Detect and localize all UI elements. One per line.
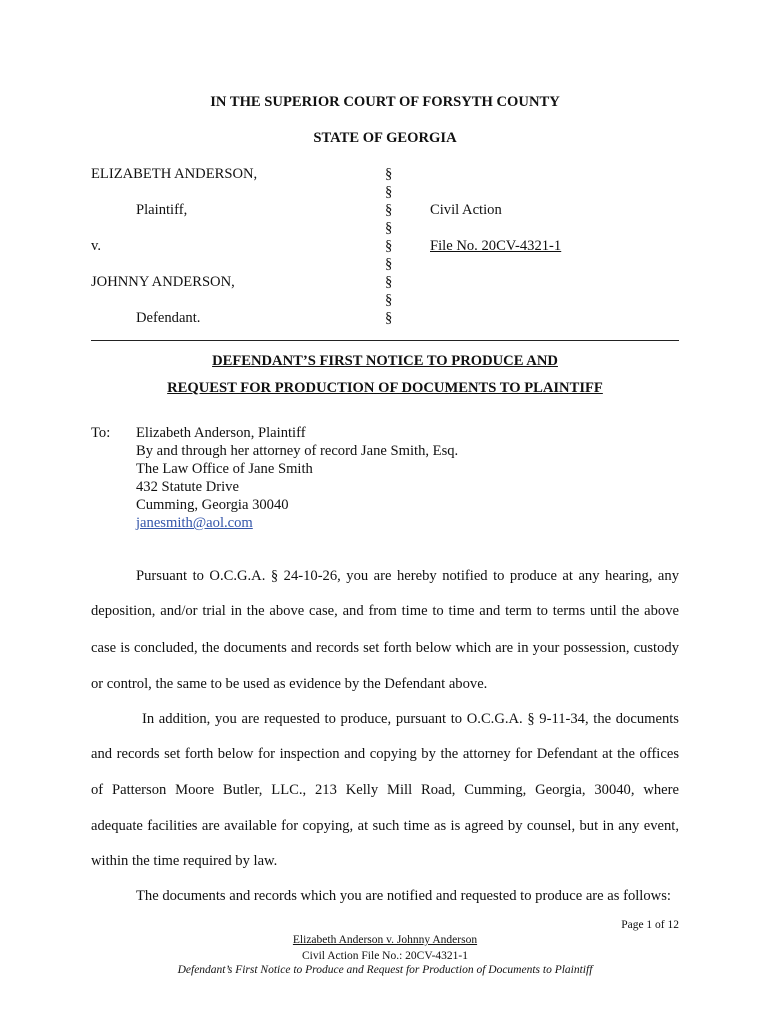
- paragraph-2-line: In addition, you are requested to produce, pursuant to O.C.G.A. § 9-11-34, the documents: [142, 711, 679, 727]
- recipient-line: Cumming, Georgia 30040: [136, 497, 289, 513]
- defendant-role: Defendant.: [136, 310, 201, 326]
- caption-divider: [91, 340, 679, 341]
- paragraph-1-line: Pursuant to O.C.G.A. § 24-10-26, you are hereby notified to produce at any hearing, any: [136, 568, 679, 584]
- recipient-email-link[interactable]: janesmith@aol.com: [136, 515, 253, 531]
- recipient-line: 432 Statute Drive: [136, 479, 239, 495]
- paragraph-2-line: within the time required by law.: [91, 853, 278, 869]
- document-title-line1: DEFENDANT’S FIRST NOTICE TO PRODUCE AND: [212, 353, 558, 369]
- section-mark: §: [385, 256, 393, 272]
- section-mark: §: [385, 238, 393, 254]
- section-mark: §: [385, 184, 393, 200]
- plaintiff-name: ELIZABETH ANDERSON,: [91, 166, 258, 182]
- section-mark: §: [385, 220, 393, 236]
- paragraph-1-line: deposition, and/or trial in the above case, and from time to time and term to terms until the above: [91, 603, 679, 619]
- recipient-line: Elizabeth Anderson, Plaintiff: [136, 425, 306, 441]
- to-label: To:: [91, 425, 111, 441]
- page-number: Page 1 of 12: [621, 919, 679, 931]
- recipient-line: The Law Office of Jane Smith: [136, 461, 313, 477]
- civil-action-label: Civil Action: [430, 202, 502, 218]
- section-mark: §: [385, 202, 393, 218]
- document-title-line2: REQUEST FOR PRODUCTION OF DOCUMENTS TO PLAINTIFF: [167, 380, 603, 396]
- recipient-line: By and through her attorney of record Jane Smith, Esq.: [136, 443, 459, 459]
- section-mark: §: [385, 274, 393, 290]
- defendant-name: JOHNNY ANDERSON,: [91, 274, 235, 290]
- court-state: STATE OF GEORGIA: [313, 130, 457, 146]
- footer-file-number: Civil Action File No.: 20CV-4321-1: [301, 950, 468, 962]
- footer-case-name: Elizabeth Anderson v. Johnny Anderson: [292, 934, 478, 946]
- plaintiff-role: Plaintiff,: [136, 202, 188, 218]
- paragraph-2-line: of Patterson Moore Butler, LLC., 213 Kelly Mill Road, Cumming, Georgia, 30040, where: [91, 782, 679, 798]
- court-name: IN THE SUPERIOR COURT OF FORSYTH COUNTY: [210, 94, 560, 110]
- paragraph-2-line: and records set forth below for inspection and copying by the attorney for Defendant at the offices: [91, 746, 679, 762]
- section-mark: §: [385, 292, 393, 308]
- file-number: File No. 20CV-4321-1: [430, 238, 562, 254]
- paragraph-1-line: or control, the same to be used as evidence by the Defendant above.: [91, 676, 488, 692]
- footer-document-title: Defendant’s First Notice to Produce and Request for Production of Documents to Plaintiff: [177, 964, 593, 976]
- paragraph-2-line: adequate facilities are available for copying, at such time as is agreed by counsel, but in any event,: [91, 818, 679, 834]
- section-mark: §: [385, 166, 393, 182]
- versus: v.: [91, 238, 101, 254]
- paragraph-3: The documents and records which you are notified and requested to produce are as follows:: [136, 888, 671, 904]
- section-mark: §: [385, 310, 393, 326]
- paragraph-1-line: case is concluded, the documents and records set forth below which are in your possession, custody: [91, 640, 679, 656]
